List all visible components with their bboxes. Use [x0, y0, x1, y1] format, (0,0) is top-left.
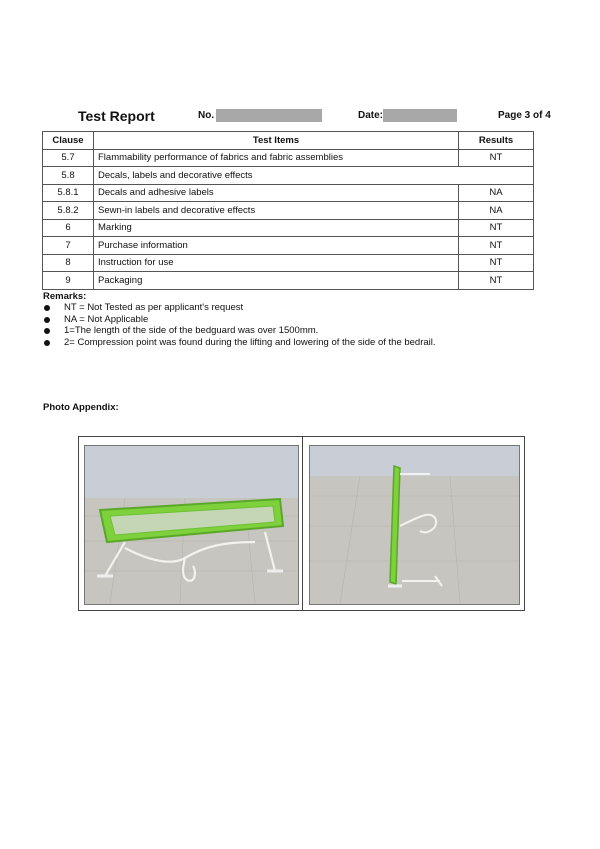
table-row — [43, 184, 534, 202]
column-header-results: Results — [459, 132, 534, 150]
test-item-cell: Purchase information — [94, 237, 459, 255]
bedrail-side-illustration — [310, 446, 519, 604]
bedrail-front-illustration — [85, 446, 298, 604]
test-item-cell: Flammability performance of fabrics and fabric assemblies — [94, 149, 459, 167]
bullet-icon — [44, 305, 50, 311]
result-cell: NA — [459, 202, 534, 220]
test-item-cell: Instruction for use — [94, 254, 459, 272]
remark-text: 2= Compression point was found during the lifting and lowering of the side of the bedrail. — [64, 336, 436, 348]
remark-text: NA = Not Applicable — [64, 313, 149, 325]
photo-appendix-frame — [78, 436, 525, 611]
remark-text: 1=The length of the side of the bedguard was over 1500mm. — [64, 325, 319, 336]
clause-cell: 5.8.2 — [43, 202, 94, 220]
table-row — [43, 149, 534, 167]
report-title: Test Report — [78, 108, 155, 124]
bullet-icon — [44, 317, 50, 323]
bedrail-front-photo — [84, 445, 299, 605]
date-label: Date: — [358, 110, 384, 121]
remark-item — [43, 314, 436, 326]
remarks-section — [43, 291, 436, 348]
table-row — [43, 219, 534, 237]
test-item-cell: Packaging — [94, 272, 459, 290]
table-row — [43, 237, 534, 255]
redacted-date — [383, 109, 457, 122]
column-header-test-items: Test Items — [94, 132, 459, 150]
page-number: Page 3 of 4 — [498, 110, 551, 121]
remarks-title: Remarks: — [43, 291, 87, 302]
clause-cell: 6 — [43, 219, 94, 237]
photo-appendix-title: Photo Appendix: — [43, 402, 119, 413]
photo-divider — [302, 437, 303, 610]
result-cell: NA — [459, 184, 534, 202]
test-items-table — [42, 131, 534, 290]
test-item-cell: Marking — [94, 219, 459, 237]
table-row — [43, 202, 534, 220]
clause-cell: 5.8.1 — [43, 184, 94, 202]
bullet-icon — [44, 328, 50, 334]
clause-cell: 5.8 — [43, 167, 94, 185]
result-cell: NT — [459, 254, 534, 272]
remark-text: NT = Not Tested as per applicant's request — [64, 302, 244, 313]
result-cell: NT — [459, 272, 534, 290]
clause-cell: 8 — [43, 254, 94, 272]
bedrail-side-photo — [309, 445, 520, 605]
clause-cell: 5.7 — [43, 149, 94, 167]
remark-item — [43, 337, 436, 349]
report-number-label: No. — [198, 110, 215, 121]
clause-cell: 7 — [43, 237, 94, 255]
test-item-cell: Decals and adhesive labels — [94, 184, 459, 202]
clause-cell: 9 — [43, 272, 94, 290]
remark-item — [43, 302, 436, 314]
remarks-list — [43, 302, 436, 348]
result-cell: NT — [459, 149, 534, 167]
bullet-icon — [44, 340, 50, 346]
table-row — [43, 272, 534, 290]
result-cell: NT — [459, 237, 534, 255]
test-item-cell: Sewn-in labels and decorative effects — [94, 202, 459, 220]
result-cell: NT — [459, 219, 534, 237]
test-item-cell: Decals, labels and decorative effects — [94, 167, 534, 185]
redacted-report-number — [216, 109, 322, 122]
remark-item — [43, 325, 436, 337]
report-header — [40, 108, 555, 128]
column-header-clause: Clause — [43, 132, 94, 150]
table-row — [43, 254, 534, 272]
table-row — [43, 167, 534, 185]
table-header-row — [43, 132, 534, 150]
